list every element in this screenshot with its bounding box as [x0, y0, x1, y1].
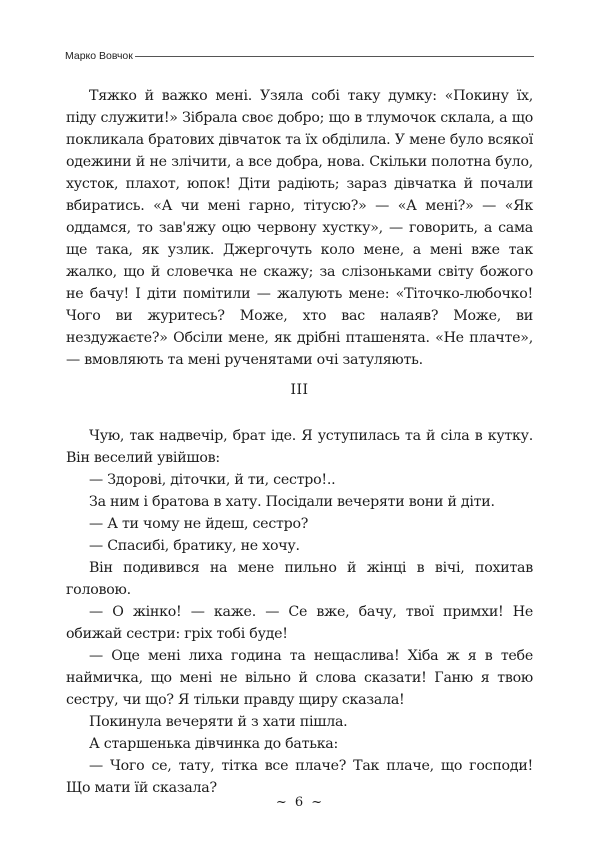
dialogue-line: — Чого се, тату, тітка все плаче? Так плаче, що господи! Що мати їй сказала? [66, 758, 533, 796]
page-number: ~ 6 ~ [275, 795, 325, 810]
paragraph: Покинула вечеряти й з хати пішла. [89, 714, 348, 730]
dialogue-line: — О жінко! — каже. — Се вже, бачу, твої примхи! Не обижай сестри: гріх тобі буде! [66, 604, 533, 642]
section-one-text [66, 85, 533, 371]
dialogue-line: — Спасибі, братику, не хочу. [89, 538, 300, 554]
author-name: Марко Вовчок [65, 50, 133, 62]
dialogue-line: — А ти чому не йдеш, сестро? [89, 516, 309, 532]
running-header [65, 50, 534, 62]
paragraph: Тяжко й важко мені. Узяла собі таку думку: «Покину їх, піду служити!» Зібрала своє добро; що в тлумочок склала, а що покликала братових дівчаток та їх обділила. У мене було всякої одежини й не злічити, а все добра, нова. Скільки полотна було, хусток, плахот, юпок! Діти радіють; зараз дівчатка й почали вбиратись. «А чи мені гарно, тітусю?» — «А мені?» — «Як оддамся, то зав'яжу оцю червону хустку», — говорить, а сама ще така, як узлик. Джергочуть коло мене, а мені вже так жалко, що й словечка не скажу; за слізоньками світу божого не бачу! І діти помітили — жалують мене: «Тіточко-любочко! Чого ви журитесь? Може, хто вас налаяв? Може, ви нездужаєте?» Обсіли мене, як дрібні пташенята. «Не плачте», — вмовляють та мені рученятами очі затуляють. [66, 88, 533, 368]
paragraph: Чую, так надвечір, брат іде. Я уступилась та й сіла в кутку. Він веселий увійшов: [66, 428, 533, 466]
header-rule [135, 56, 534, 57]
dialogue-line: — Здорові, діточки, й ти, сестро!.. [89, 472, 336, 488]
dialogue-line: — Оце мені лиха година та нещаслива! Хіба ж я в тебе наймичка, що мені не вільно й слова сказати! Ганю я твою сестру, чи що? Я тільки правду щиру сказала! [66, 648, 533, 708]
section-two-text [66, 425, 533, 799]
paragraph: За ним і братова в хату. Посідали вечеряти вони й діти. [89, 494, 495, 510]
section-heading: III [290, 382, 309, 398]
paragraph: А старшенька дівчинка до батька: [89, 736, 339, 752]
paragraph: Він подивився на мене пильно й жінці в вічі, похитав головою. [66, 560, 533, 598]
